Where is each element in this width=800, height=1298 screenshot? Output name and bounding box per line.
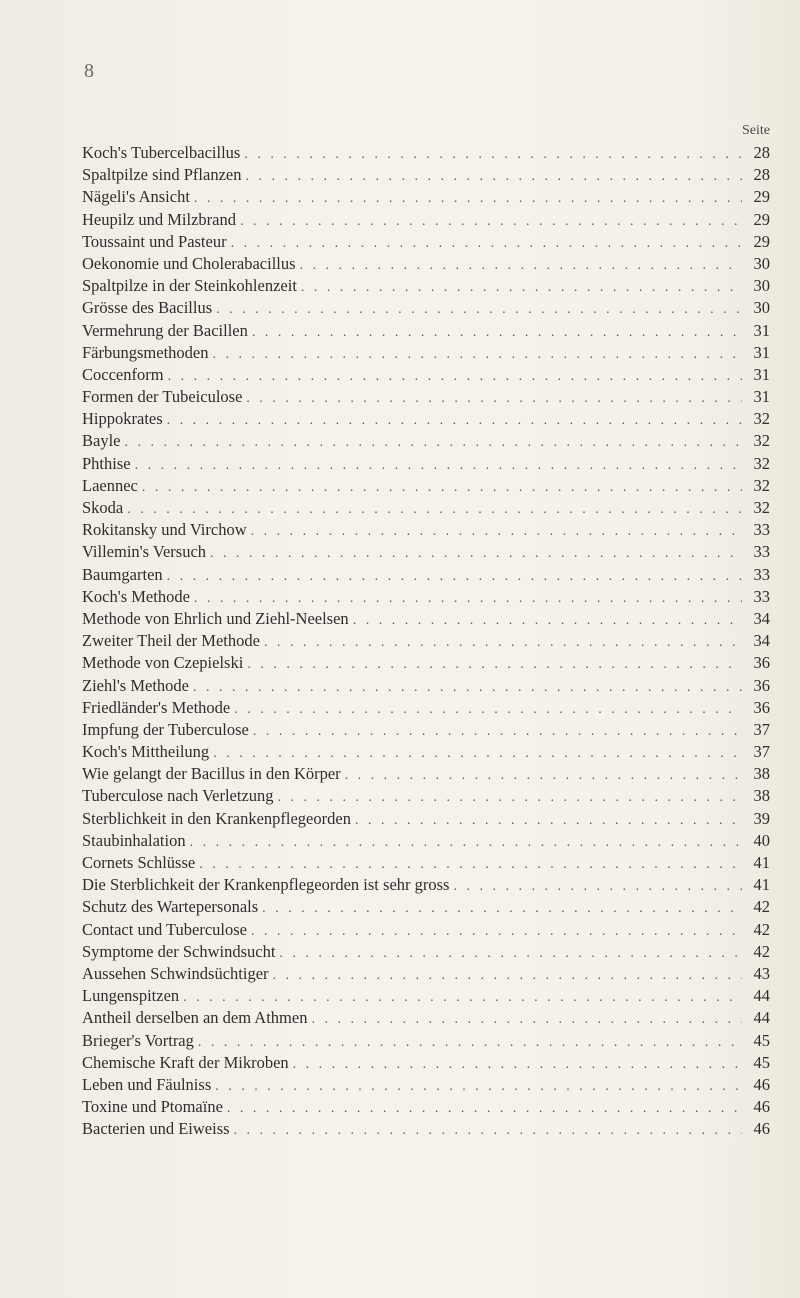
- toc-dot-leader: [251, 521, 742, 541]
- toc-entry-page: 30: [753, 276, 770, 296]
- toc-dot-leader: [311, 1009, 742, 1029]
- toc-entry-title: Schutz des Wartepersonals: [82, 897, 259, 917]
- toc-dot-leader: [247, 654, 742, 674]
- toc-dot-leader: [262, 898, 742, 918]
- toc-entry: [82, 785, 770, 807]
- toc-entry-page: 29: [753, 187, 770, 207]
- toc-entry: [82, 675, 770, 697]
- toc-entry: [82, 342, 770, 364]
- toc-entry-title: Zweiter Theil der Methode: [82, 631, 260, 651]
- toc-dot-leader: [273, 965, 742, 985]
- toc-entry-title: Cornets Schlüsse: [82, 853, 196, 872]
- toc-entry: [82, 652, 770, 674]
- toc-entry-page: 42: [753, 919, 770, 939]
- toc-dot-leader: [212, 344, 742, 364]
- toc-dot-leader: [240, 211, 742, 231]
- toc-dot-leader: [216, 299, 742, 319]
- toc-entry-page: 45: [753, 1030, 770, 1050]
- toc-entry: [82, 497, 770, 519]
- toc-dot-leader: [251, 921, 742, 941]
- toc-entry: [82, 320, 770, 342]
- toc-entry-page: 46: [753, 1097, 770, 1117]
- toc-entry-title: Tuberculose nach Verletzung: [82, 786, 274, 806]
- toc-entry-title: Friedländer's Methode: [82, 697, 231, 717]
- toc-entry-title: Lungenspitzen: [82, 986, 180, 1006]
- toc-entry-title: Spaltpilze in der Steinkohlenzeit: [82, 276, 297, 296]
- toc-entry-title: Methode von Ehrlich und Ziehl-Neelsen: [82, 608, 349, 628]
- toc-entry-page: 32: [753, 498, 770, 517]
- toc-entry-title: Chemische Kraft der Mikroben: [82, 1052, 289, 1072]
- toc-dot-leader: [245, 166, 742, 186]
- toc-entry: [82, 408, 770, 430]
- toc-entry-page: 31: [753, 320, 770, 340]
- toc-entry-title: Symptome der Schwindsucht: [82, 941, 276, 961]
- toc-entry: [82, 874, 770, 896]
- toc-entry-title: Koch's Tubercelbacillus: [82, 143, 241, 162]
- toc-dot-leader: [244, 144, 742, 164]
- toc-entry-page: 32: [753, 431, 770, 451]
- toc-dot-leader: [167, 410, 742, 430]
- toc-entry-page: 28: [753, 165, 770, 185]
- toc-entry-title: Baumgarten: [82, 564, 163, 584]
- toc-dot-leader: [246, 388, 742, 408]
- toc-entry-page: 30: [753, 253, 770, 273]
- toc-entry-title: Staubinhalation: [82, 830, 186, 850]
- toc-entry-title: Bacterien und Eiweiss: [82, 1119, 230, 1139]
- toc-dot-leader: [193, 677, 742, 697]
- toc-dot-leader: [125, 432, 743, 452]
- toc-entry-page: 33: [753, 520, 770, 540]
- toc-entry: [82, 231, 770, 253]
- toc-entry-title: Laennec: [82, 475, 138, 495]
- toc-dot-leader: [301, 277, 742, 297]
- toc-entry-title: Leben und Fäulniss: [82, 1074, 212, 1094]
- toc-entry: [82, 430, 770, 452]
- toc-entry-title: Antheil derselben an dem Athmen: [82, 1008, 308, 1028]
- toc-dot-leader: [168, 366, 742, 386]
- toc-entry-page: 29: [753, 209, 770, 229]
- toc-entry: [82, 608, 770, 630]
- toc-entry-page: 40: [753, 830, 770, 850]
- toc-dot-leader: [210, 543, 742, 563]
- toc-entry: [82, 808, 770, 830]
- toc-dot-leader: [135, 455, 742, 475]
- toc-dot-leader: [345, 765, 742, 785]
- toc-entry: [82, 275, 770, 297]
- toc-entry-page: 32: [753, 409, 770, 429]
- toc-entry-title: Formen der Tubeiculose: [82, 387, 243, 407]
- toc-entry: [82, 1118, 770, 1140]
- toc-entry-title: Die Sterblichkeit der Krankenpflegeorden ist sehr gross: [82, 875, 450, 895]
- toc-entry: [82, 519, 770, 541]
- toc-entry: [82, 209, 770, 231]
- toc-entry-page: 36: [753, 653, 770, 673]
- toc-entry: [82, 1007, 770, 1029]
- toc-entry: [82, 919, 770, 941]
- toc-entry: [82, 475, 770, 497]
- toc-dot-leader: [227, 1098, 742, 1118]
- toc-entry-page: 33: [753, 542, 770, 562]
- toc-entry: [82, 985, 770, 1007]
- toc-dot-leader: [252, 322, 742, 342]
- toc-entry-page: 46: [753, 1074, 770, 1094]
- toc-entry-page: 38: [753, 786, 770, 806]
- toc-entry: [82, 852, 770, 874]
- toc-entry-title: Nägeli's Ansicht: [82, 187, 190, 207]
- toc-entry-title: Bayle: [82, 431, 121, 451]
- toc-dot-leader: [234, 1120, 742, 1140]
- toc-entry-title: Sterblichkeit in den Krankenpflegeorden: [82, 808, 351, 828]
- toc-entry: [82, 586, 770, 608]
- toc-dot-leader: [293, 1054, 742, 1074]
- toc-entry: [82, 630, 770, 652]
- toc-entry-page: 33: [753, 564, 770, 584]
- toc-dot-leader: [215, 1076, 742, 1096]
- toc-entry-page: 38: [753, 764, 770, 784]
- toc-entry: [82, 719, 770, 741]
- toc-entry-page: 44: [753, 1008, 770, 1028]
- toc-entry-title: Spaltpilze sind Pflanzen: [82, 165, 242, 185]
- toc-entry-page: 41: [753, 875, 770, 895]
- toc-dot-leader: [234, 699, 742, 719]
- toc-entry: [82, 1052, 770, 1074]
- toc-entry-title: Oekonomie und Cholerabacillus: [82, 253, 296, 273]
- table-of-contents: [82, 142, 770, 1140]
- toc-entry-title: Koch's Methode: [82, 586, 190, 606]
- toc-entry-page: 34: [753, 631, 770, 651]
- toc-entry-page: 34: [753, 608, 770, 628]
- toc-entry-title: Vermehrung der Bacillen: [82, 320, 248, 340]
- toc-entry-page: 39: [753, 808, 770, 828]
- toc-entry-page: 42: [753, 941, 770, 961]
- toc-entry-title: Färbungsmethoden: [82, 342, 209, 362]
- toc-dot-leader: [253, 721, 742, 741]
- toc-entry-page: 29: [753, 231, 770, 251]
- toc-entry-page: 28: [753, 143, 770, 162]
- toc-dot-leader: [264, 632, 742, 652]
- toc-entry: [82, 941, 770, 963]
- toc-dot-leader: [198, 1032, 742, 1052]
- toc-entry-page: 33: [753, 586, 770, 606]
- toc-dot-leader: [190, 832, 742, 852]
- toc-entry-title: Aussehen Schwindsüchtiger: [82, 963, 269, 983]
- toc-entry: [82, 896, 770, 918]
- toc-entry-title: Impfung der Tuberculose: [82, 719, 249, 739]
- toc-entry-title: Toxine und Ptomaïne: [82, 1097, 223, 1117]
- toc-entry: [82, 763, 770, 785]
- toc-dot-leader: [300, 255, 742, 275]
- toc-dot-leader: [355, 810, 742, 830]
- toc-entry: [82, 564, 770, 586]
- toc-entry: [82, 453, 770, 475]
- toc-entry-page: 31: [753, 342, 770, 362]
- toc-entry: [82, 1030, 770, 1052]
- toc-dot-leader: [353, 610, 742, 630]
- toc-entry-page: 30: [753, 298, 770, 318]
- toc-dot-leader: [142, 477, 742, 497]
- toc-entry-title: Villemin's Versuch: [82, 542, 207, 562]
- toc-entry-title: Contact und Tuberculose: [82, 919, 247, 939]
- toc-entry: [82, 297, 770, 319]
- toc-entry: [82, 186, 770, 208]
- toc-dot-leader: [167, 566, 742, 586]
- toc-entry-page: 32: [753, 453, 770, 473]
- toc-dot-leader: [194, 588, 742, 608]
- toc-entry: [82, 830, 770, 852]
- toc-entry: [82, 253, 770, 275]
- toc-entry-page: 31: [753, 387, 770, 407]
- toc-entry-page: 41: [753, 853, 770, 872]
- toc-dot-leader: [183, 987, 742, 1007]
- toc-entry-title: Skoda: [82, 498, 124, 517]
- toc-entry-page: 46: [753, 1119, 770, 1139]
- toc-entry-page: 44: [753, 986, 770, 1006]
- toc-entry-title: Heupilz und Milzbrand: [82, 209, 236, 229]
- toc-entry-page: 45: [753, 1052, 770, 1072]
- toc-entry: [82, 142, 770, 164]
- toc-entry-title: Hippokrates: [82, 409, 163, 429]
- toc-entry: [82, 1096, 770, 1118]
- toc-entry: [82, 697, 770, 719]
- toc-entry-title: Brieger's Vortrag: [82, 1030, 194, 1050]
- toc-entry-page: 36: [753, 675, 770, 695]
- toc-dot-leader: [127, 499, 742, 519]
- page-number: 8: [84, 60, 94, 82]
- toc-entry-page: 36: [753, 697, 770, 717]
- toc-entry-title: Wie gelangt der Bacillus in den Körper: [82, 764, 341, 784]
- toc-entry-title: Koch's Mittheilung: [82, 742, 210, 762]
- toc-entry: [82, 741, 770, 763]
- toc-entry-page: 32: [753, 475, 770, 495]
- toc-dot-leader: [231, 233, 742, 253]
- toc-dot-leader: [453, 876, 742, 896]
- toc-entry-page: 42: [753, 897, 770, 917]
- toc-entry-title: Toussaint und Pasteur: [82, 231, 227, 251]
- column-header-seite: Seite: [742, 123, 770, 138]
- toc-entry: [82, 386, 770, 408]
- toc-entry: [82, 1074, 770, 1096]
- toc-dot-leader: [213, 743, 742, 763]
- toc-entry: [82, 541, 770, 563]
- toc-entry: [82, 364, 770, 386]
- toc-entry: [82, 963, 770, 985]
- toc-entry-title: Ziehl's Methode: [82, 675, 189, 695]
- toc-entry-page: 31: [753, 364, 770, 384]
- toc-entry-title: Rokitansky und Virchow: [82, 520, 247, 540]
- toc-entry-title: Coccenform: [82, 364, 164, 384]
- toc-dot-leader: [194, 188, 742, 208]
- toc-entry-page: 43: [753, 963, 770, 983]
- toc-dot-leader: [278, 787, 742, 807]
- toc-dot-leader: [199, 854, 742, 874]
- toc-entry-title: Phthise: [82, 453, 131, 473]
- toc-entry-title: Grösse des Bacillus: [82, 298, 213, 318]
- toc-entry: [82, 164, 770, 186]
- toc-dot-leader: [279, 943, 742, 963]
- toc-entry-title: Methode von Czepielski: [82, 653, 244, 673]
- toc-entry-page: 37: [753, 719, 770, 739]
- toc-entry-page: 37: [753, 742, 770, 762]
